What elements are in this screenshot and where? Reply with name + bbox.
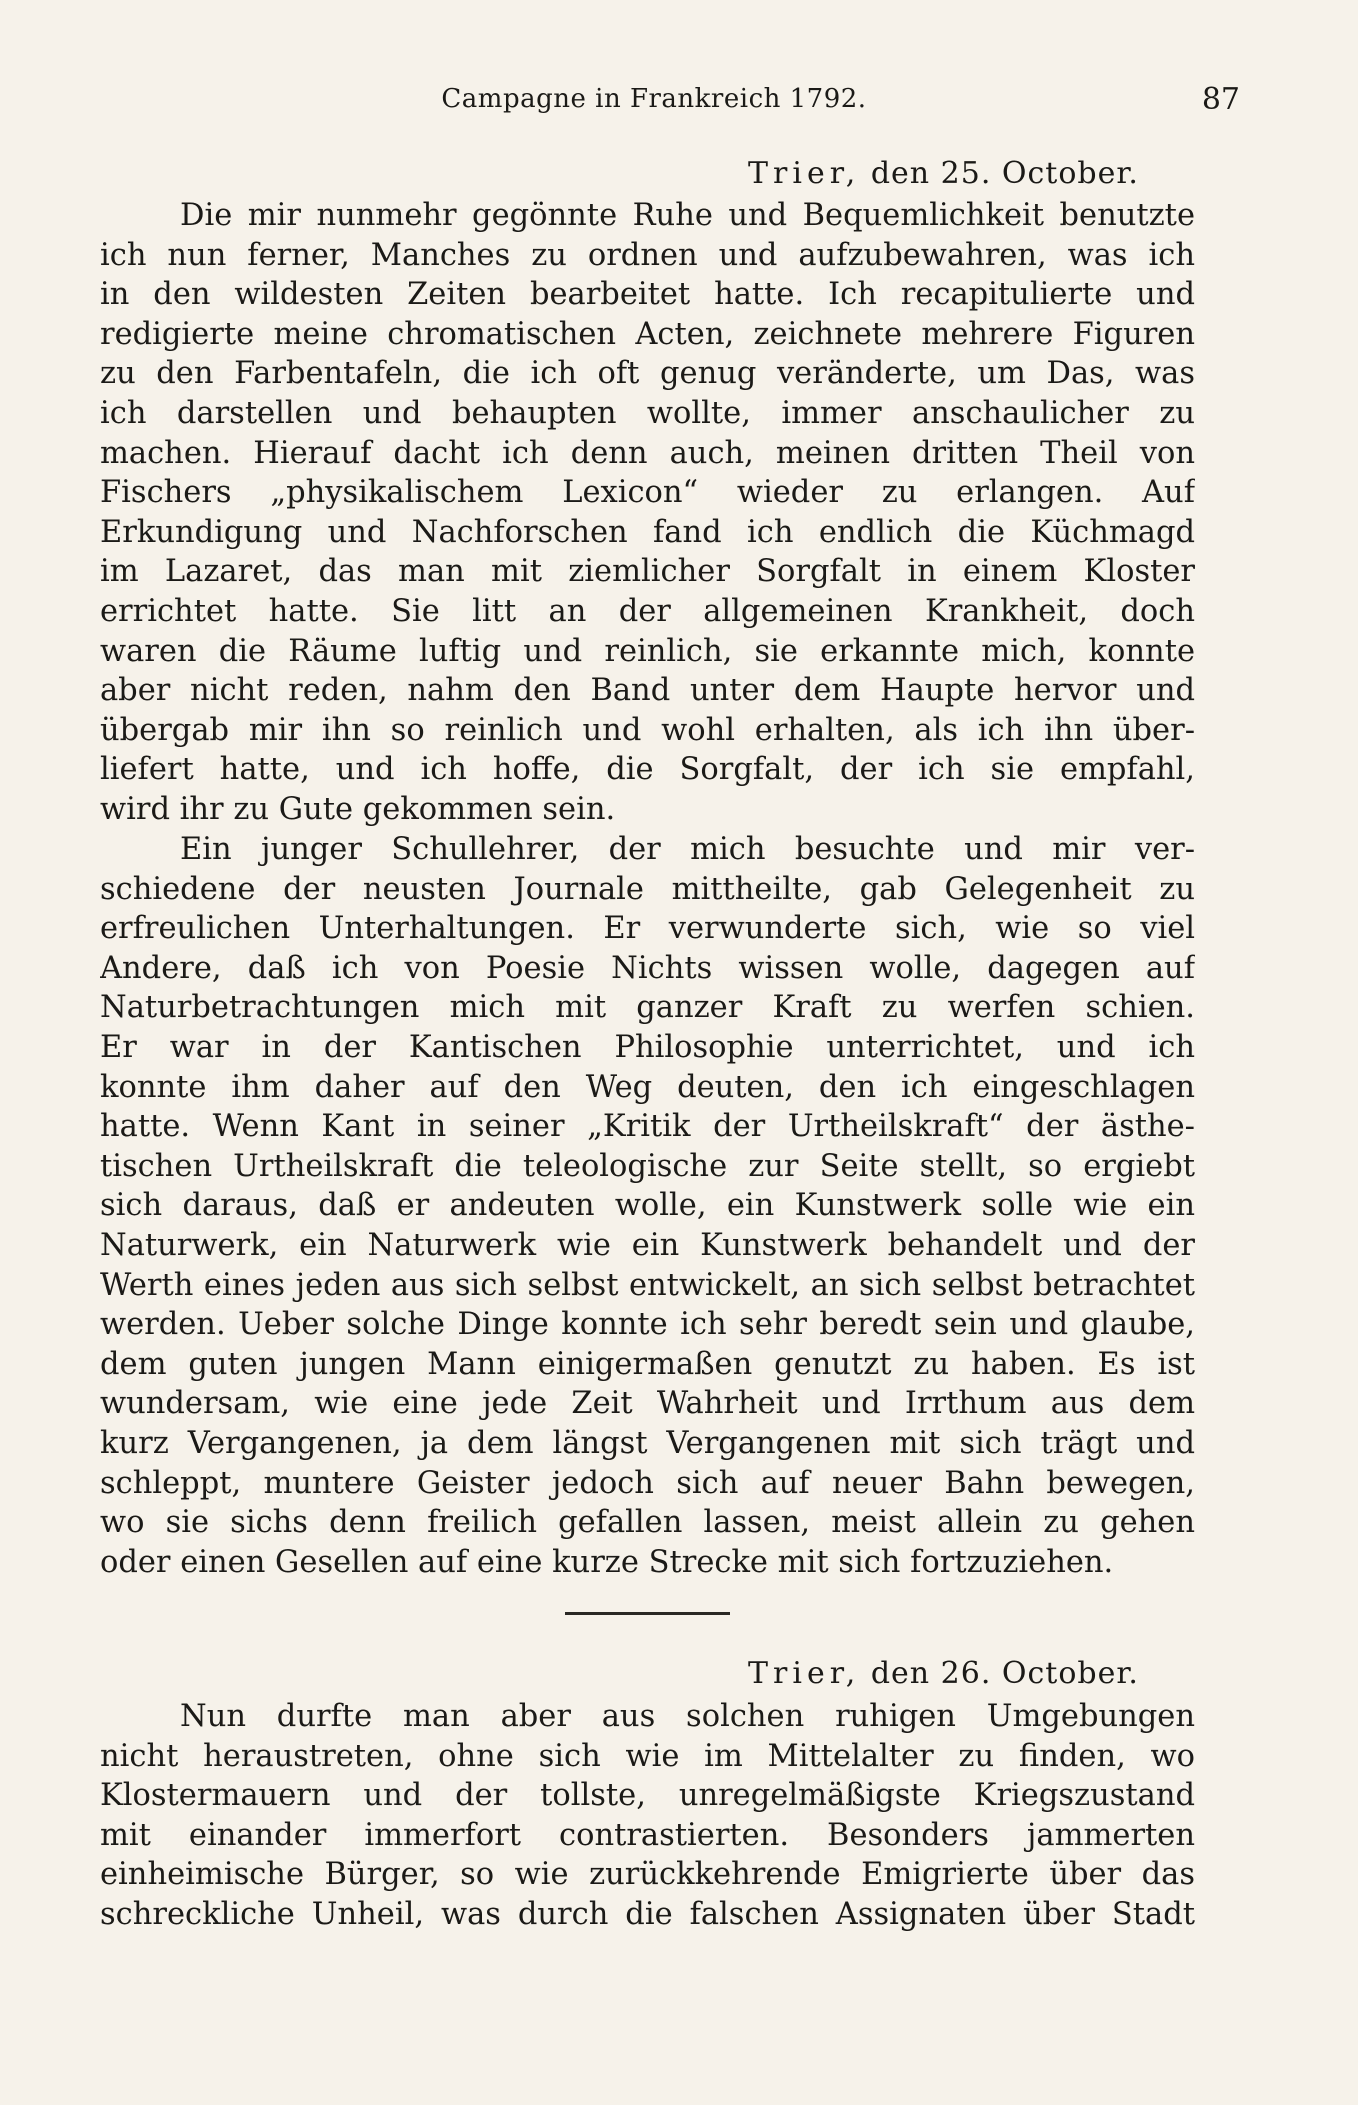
text-line: ich darstellen und behaupten wollte, immer anschaulicher zu — [100, 395, 1195, 431]
text-line: wo sie sichs denn freilich gefallen lassen, meist allein zu gehen — [100, 1505, 1195, 1541]
text-line: zu den Farbentafeln, die ich oft genug veränderte, um Das, was — [100, 356, 1195, 392]
text-line: Klostermauern und der tollste, unregelmäßigste Kriegszustand — [100, 1778, 1195, 1814]
dateline-1 — [748, 156, 1139, 191]
text-line: kurz Vergangenen, ja dem längst Vergangenen mit sich trägt und — [100, 1425, 1195, 1461]
text-line: waren die Räume luftig und reinlich, sie erkannte mich, konnte — [100, 633, 1195, 669]
text-line: oder einen Gesellen auf eine kurze Strecke mit sich fortzuziehen. — [100, 1544, 1114, 1580]
text-line: nicht heraustreten, ohne sich wie im Mittelalter zu finden, wo — [100, 1738, 1195, 1774]
paragraph-1 — [100, 196, 1195, 830]
text-line: werden. Ueber solche Dinge konnte ich sehr beredt sein und glaube, — [100, 1307, 1195, 1343]
text-line: hatte. Wenn Kant in seiner „Kritik der Urtheilskraft“ der ästhe- — [100, 1109, 1195, 1145]
text-line: schleppt, muntere Geister jedoch sich auf neuer Bahn bewegen, — [100, 1465, 1195, 1501]
text-line: schreckliche Unheil, was durch die falschen Assignaten über Stadt — [100, 1896, 1195, 1932]
page-number: 87 — [1201, 82, 1240, 117]
text-line: wird ihr zu Gute gekommen sein. — [100, 791, 616, 827]
page-header — [100, 82, 1240, 122]
dateline-date: den 25. October. — [870, 156, 1139, 191]
text-line: Nun durfte man aber aus solchen ruhigen Umgebungen — [180, 1699, 1195, 1734]
text-line: aber nicht reden, nahm den Band unter dem Haupte hervor und — [100, 673, 1195, 709]
text-line: liefert hatte, und ich hoffe, die Sorgfalt, der ich sie empfahl, — [100, 752, 1195, 788]
text-line: konnte ihm daher auf den Weg deuten, den ich eingeschlagen — [100, 1069, 1195, 1105]
text-line: Werth eines jeden aus sich selbst entwickelt, an sich selbst betrachtet — [100, 1267, 1195, 1303]
text-line: im Lazaret, das man mit ziemlicher Sorgfalt in einem Kloster — [100, 554, 1195, 590]
running-title: Campagne in Frankreich 1792. — [441, 84, 867, 114]
text-line: Naturbetrachtungen mich mit ganzer Kraft zu werfen schien. — [100, 990, 1195, 1026]
text-line: schiedene der neusten Journale mittheilte, gab Gelegenheit zu — [100, 871, 1195, 907]
text-line: übergab mir ihn so reinlich und wohl erhalten, als ich ihn über- — [100, 712, 1195, 748]
dateline-2 — [748, 1656, 1139, 1691]
text-line: errichtet hatte. Sie litt an der allgemeinen Krankheit, doch — [100, 593, 1195, 629]
section-separator — [565, 1612, 730, 1615]
text-line: einheimische Bürger, so wie zurückkehrende Emigrierte über das — [100, 1857, 1195, 1893]
dateline-place: Trier, — [748, 1656, 861, 1691]
text-line: mit einander immerfort contrastierten. Besonders jammerten — [100, 1817, 1195, 1853]
text-line: Erkundigung und Nachforschen fand ich endlich die Küchmagd — [100, 514, 1195, 550]
text-line: Ein junger Schullehrer, der mich besuchte und mir ver- — [180, 832, 1195, 867]
text-line: in den wildesten Zeiten bearbeitet hatte. Ich recapitulierte und — [100, 277, 1195, 313]
text-line: ich nun ferner, Manches zu ordnen und aufzubewahren, was ich — [100, 237, 1195, 273]
text-line: tischen Urtheilskraft die teleologische zur Seite stellt, so ergiebt — [100, 1148, 1195, 1184]
text-line: erfreulichen Unterhaltungen. Er verwunderte sich, wie so viel — [100, 911, 1195, 947]
text-line: Andere, daß ich von Poesie Nichts wissen wolle, dagegen auf — [100, 950, 1195, 986]
text-line: Naturwerk, ein Naturwerk wie ein Kunstwerk behandelt und der — [100, 1227, 1195, 1263]
dateline-place: Trier, — [748, 156, 861, 191]
text-line: Fischers „physikalischem Lexicon“ wieder zu erlangen. Auf — [100, 475, 1195, 511]
text-line: sich daraus, daß er andeuten wolle, ein Kunstwerk solle wie ein — [100, 1188, 1195, 1224]
text-line: Er war in der Kantischen Philosophie unterrichtet, und ich — [100, 1029, 1195, 1065]
text-line: redigierte meine chromatischen Acten, zeichnete mehrere Figuren — [100, 316, 1195, 352]
paragraph-3 — [100, 1697, 1195, 1935]
text-line: Die mir nunmehr gegönnte Ruhe und Bequemlichkeit benutzte — [180, 198, 1195, 233]
dateline-date: den 26. October. — [870, 1656, 1139, 1691]
text-line: dem guten jungen Mann einigermaßen genutzt zu haben. Es ist — [100, 1346, 1195, 1382]
text-line: machen. Hierauf dacht ich denn auch, meinen dritten Theil von — [100, 435, 1195, 471]
paragraph-2 — [100, 830, 1195, 1582]
text-line: wundersam, wie eine jede Zeit Wahrheit und Irrthum aus dem — [100, 1386, 1195, 1422]
